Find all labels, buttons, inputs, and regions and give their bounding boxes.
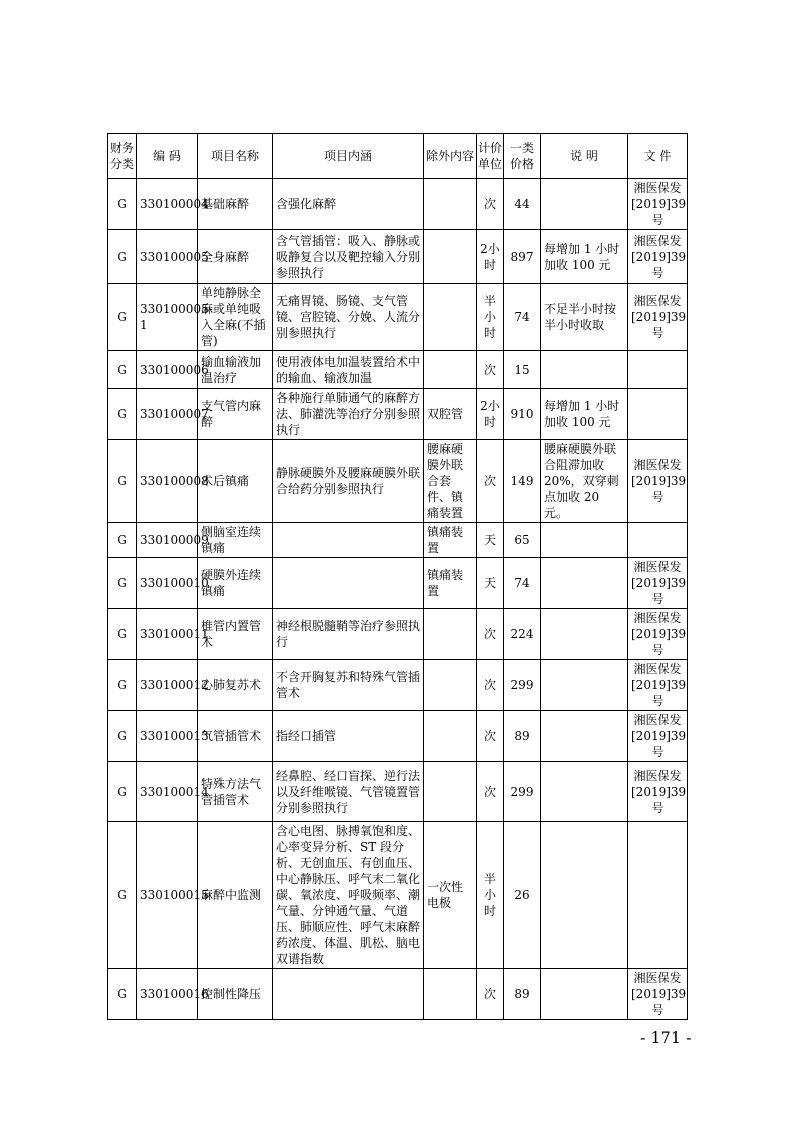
table-row xyxy=(108,762,688,822)
header-unit: 计价单位 xyxy=(477,134,504,179)
cell-code: 330100007 xyxy=(137,389,198,440)
table-row xyxy=(108,230,688,284)
cell-name: 支气管内麻醉 xyxy=(198,389,273,440)
cell-exclusion xyxy=(424,230,477,284)
cell-name: 侧脑室连续镇痛 xyxy=(198,523,273,558)
cell-content: 含心电图、脉搏氧饱和度、心率变异分析、ST 段分析、无创血压、有创血压、中心静脉压、呼气末二氧化碳、氧浓度、呼吸频率、潮气量、分钟通气量、气道压、肺顺应性、呼气末麻醉药浓度、体温、肌松、脑电双谱指数 xyxy=(273,822,424,969)
cell-file: 湘医保发[2019]39号 xyxy=(628,284,688,351)
cell-content: 神经根脱髓鞘等治疗参照执行 xyxy=(273,609,424,660)
cell-unit: 天 xyxy=(477,558,504,609)
header-content: 项目内涵 xyxy=(273,134,424,179)
page-number: - 171 - xyxy=(640,1028,692,1047)
cell-code: 330100013 xyxy=(137,711,198,762)
cell-unit: 次 xyxy=(477,179,504,230)
cell-exclusion xyxy=(424,711,477,762)
cell-content: 含强化麻醉 xyxy=(273,179,424,230)
cell-unit: 次 xyxy=(477,711,504,762)
cell-category: G xyxy=(108,711,137,762)
cell-note xyxy=(541,523,628,558)
cell-price: 44 xyxy=(504,179,541,230)
cell-unit: 次 xyxy=(477,969,504,1020)
cell-category: G xyxy=(108,762,137,822)
cell-unit: 半小时 xyxy=(477,822,504,969)
cell-unit: 天 xyxy=(477,523,504,558)
cell-file xyxy=(628,822,688,969)
cell-name: 气管插管术 xyxy=(198,711,273,762)
header-exclusion: 除外内容 xyxy=(424,134,477,179)
cell-file xyxy=(628,389,688,440)
cell-content xyxy=(273,558,424,609)
cell-price: 65 xyxy=(504,523,541,558)
cell-file: 湘医保发[2019]39号 xyxy=(628,762,688,822)
cell-price: 74 xyxy=(504,284,541,351)
cell-price: 89 xyxy=(504,969,541,1020)
cell-name: 术后镇痛 xyxy=(198,440,273,523)
cell-code: 330100014 xyxy=(137,762,198,822)
cell-file: 湘医保发[2019]39号 xyxy=(628,230,688,284)
cell-note xyxy=(541,179,628,230)
cell-content: 无痛胃镜、肠镜、支气管镜、宫腔镜、分娩、人流分别参照执行 xyxy=(273,284,424,351)
cell-category: G xyxy=(108,351,137,389)
cell-note xyxy=(541,609,628,660)
cell-note xyxy=(541,969,628,1020)
cell-note xyxy=(541,711,628,762)
cell-note xyxy=(541,762,628,822)
cell-code: 330100012 xyxy=(137,660,198,711)
cell-content: 静脉硬膜外及腰麻硬膜外联合给药分别参照执行 xyxy=(273,440,424,523)
cell-exclusion xyxy=(424,351,477,389)
cell-content: 不含开胸复苏和特殊气管插管术 xyxy=(273,660,424,711)
cell-price: 897 xyxy=(504,230,541,284)
cell-exclusion xyxy=(424,609,477,660)
cell-unit: 半小时 xyxy=(477,284,504,351)
cell-file: 湘医保发[2019]39号 xyxy=(628,609,688,660)
table-row xyxy=(108,523,688,558)
header-name: 项目名称 xyxy=(198,134,273,179)
cell-exclusion xyxy=(424,179,477,230)
cell-name: 控制性降压 xyxy=(198,969,273,1020)
cell-code: 330100011 xyxy=(137,609,198,660)
cell-exclusion xyxy=(424,969,477,1020)
cell-note: 每增加 1 小时加收 100 元 xyxy=(541,389,628,440)
cell-exclusion: 镇痛装置 xyxy=(424,523,477,558)
cell-name: 基础麻醉 xyxy=(198,179,273,230)
cell-file xyxy=(628,523,688,558)
table-header-row xyxy=(108,134,688,179)
cell-category: G xyxy=(108,230,137,284)
table-row xyxy=(108,822,688,969)
cell-code: 330100009 xyxy=(137,523,198,558)
cell-file: 湘医保发[2019]39号 xyxy=(628,179,688,230)
cell-category: G xyxy=(108,609,137,660)
cell-name: 输血输液加温治疗 xyxy=(198,351,273,389)
table-row xyxy=(108,609,688,660)
cell-note: 每增加 1 小时加收 100 元 xyxy=(541,230,628,284)
cell-exclusion xyxy=(424,762,477,822)
fee-table xyxy=(107,133,688,1020)
cell-file: 湘医保发[2019]39号 xyxy=(628,711,688,762)
cell-category: G xyxy=(108,179,137,230)
cell-code: 330100005 xyxy=(137,230,198,284)
cell-code: 330100008 xyxy=(137,440,198,523)
cell-price: 299 xyxy=(504,660,541,711)
cell-code: 330100010 xyxy=(137,558,198,609)
cell-content xyxy=(273,523,424,558)
cell-name: 单纯静脉全麻或单纯吸入全麻(不插管) xyxy=(198,284,273,351)
table-row xyxy=(108,660,688,711)
cell-category: G xyxy=(108,558,137,609)
table-row xyxy=(108,389,688,440)
cell-exclusion: 镇痛装置 xyxy=(424,558,477,609)
cell-content xyxy=(273,969,424,1020)
table-row xyxy=(108,440,688,523)
cell-exclusion: 腰麻硬膜外联合套件、镇痛装置 xyxy=(424,440,477,523)
cell-category: G xyxy=(108,969,137,1020)
cell-note: 腰麻硬膜外联合阻滞加收20%，双穿刺点加收 20 元。 xyxy=(541,440,628,523)
cell-price: 26 xyxy=(504,822,541,969)
cell-content: 使用液体电加温装置给术中的输血、输液加温 xyxy=(273,351,424,389)
cell-note xyxy=(541,660,628,711)
cell-unit: 2小时 xyxy=(477,389,504,440)
cell-exclusion: 双腔管 xyxy=(424,389,477,440)
cell-exclusion xyxy=(424,660,477,711)
cell-price: 89 xyxy=(504,711,541,762)
table-row xyxy=(108,179,688,230)
table-row xyxy=(108,711,688,762)
cell-file: 湘医保发[2019]39号 xyxy=(628,440,688,523)
cell-price: 299 xyxy=(504,762,541,822)
cell-name: 硬膜外连续镇痛 xyxy=(198,558,273,609)
cell-category: G xyxy=(108,440,137,523)
table-row xyxy=(108,558,688,609)
cell-code: 330100006 xyxy=(137,351,198,389)
cell-file: 湘医保发[2019]39号 xyxy=(628,660,688,711)
cell-code: 330100005-1 xyxy=(137,284,198,351)
cell-unit: 次 xyxy=(477,440,504,523)
cell-price: 149 xyxy=(504,440,541,523)
cell-price: 224 xyxy=(504,609,541,660)
cell-exclusion: 一次性电极 xyxy=(424,822,477,969)
cell-exclusion xyxy=(424,284,477,351)
cell-code: 330100016 xyxy=(137,969,198,1020)
cell-category: G xyxy=(108,389,137,440)
cell-file: 湘医保发[2019]39号 xyxy=(628,558,688,609)
cell-unit: 次 xyxy=(477,609,504,660)
cell-content: 各种施行单肺通气的麻醉方法、肺灌洗等治疗分别参照执行 xyxy=(273,389,424,440)
cell-unit: 次 xyxy=(477,351,504,389)
cell-category: G xyxy=(108,822,137,969)
cell-name: 麻醉中监测 xyxy=(198,822,273,969)
header-file: 文 件 xyxy=(628,134,688,179)
header-code: 编 码 xyxy=(137,134,198,179)
cell-note xyxy=(541,822,628,969)
cell-unit: 次 xyxy=(477,762,504,822)
cell-category: G xyxy=(108,284,137,351)
cell-name: 椎管内置管术 xyxy=(198,609,273,660)
cell-category: G xyxy=(108,523,137,558)
table-row xyxy=(108,284,688,351)
header-price: 一类价格 xyxy=(504,134,541,179)
cell-content: 经鼻腔、经口盲探、逆行法以及纤维喉镜、气管镜置管分别参照执行 xyxy=(273,762,424,822)
cell-code: 330100015 xyxy=(137,822,198,969)
cell-note xyxy=(541,351,628,389)
cell-content: 含气管插管：吸入、静脉或吸静复合以及靶控输入分别参照执行 xyxy=(273,230,424,284)
cell-code: 330100004 xyxy=(137,179,198,230)
cell-note xyxy=(541,558,628,609)
table-row xyxy=(108,969,688,1020)
cell-file xyxy=(628,351,688,389)
cell-category: G xyxy=(108,660,137,711)
cell-file: 湘医保发[2019]39号 xyxy=(628,969,688,1020)
cell-price: 15 xyxy=(504,351,541,389)
header-note: 说 明 xyxy=(541,134,628,179)
cell-name: 心肺复苏术 xyxy=(198,660,273,711)
cell-price: 74 xyxy=(504,558,541,609)
cell-content: 指经口插管 xyxy=(273,711,424,762)
cell-note: 不足半小时按半小时收取 xyxy=(541,284,628,351)
cell-name: 特殊方法气管插管术 xyxy=(198,762,273,822)
cell-name: 全身麻醉 xyxy=(198,230,273,284)
header-category: 财务分类 xyxy=(108,134,137,179)
cell-unit: 2小时 xyxy=(477,230,504,284)
cell-price: 910 xyxy=(504,389,541,440)
table-row xyxy=(108,351,688,389)
cell-unit: 次 xyxy=(477,660,504,711)
